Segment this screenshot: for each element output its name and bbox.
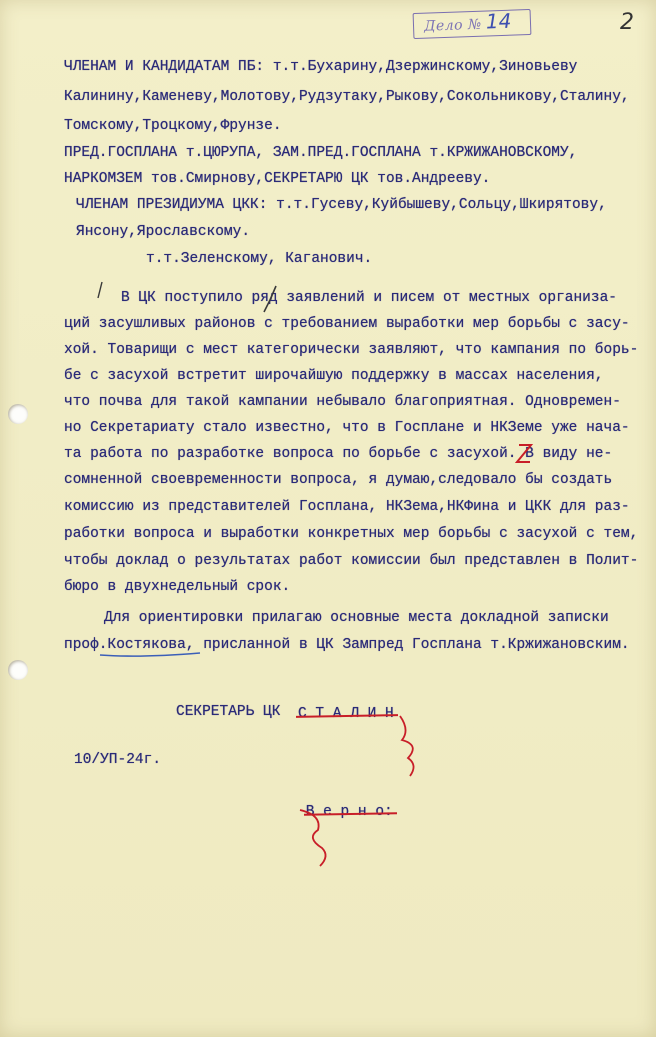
body-line: В ЦК поступило ряд заявлений и писем от местных организа- [121, 290, 617, 306]
body-line: Для ориентировки прилагаю основные места докладной записки [104, 610, 609, 626]
addressee-line: ЧЛЕНАМ ПРЕЗИДИУМА ЦКК: т.т.Гусеву,Куйбышеву,Сольцу,Шкирятову, [76, 197, 607, 213]
punch-hole-top [8, 404, 28, 424]
body-line: бе с засухой встретит широчайшую поддержку в массах населения, [64, 368, 604, 384]
addressee-line: Томскому,Троцкому,Фрунзе. [64, 118, 282, 134]
addressee-line: т.т.Зеленскому, Каганович. [146, 251, 373, 267]
body-line: работки вопроса и выработки конкретных мер борьбы с засухой с тем, [64, 526, 639, 542]
signature-name: С Т А Л И Н [298, 706, 394, 722]
addressee-line: НАРКОМЗЕМ тов.Смирнову,СЕКРЕТАРЮ ЦК тов.Андрееву. [64, 171, 491, 187]
addressee-line: Калинину,Каменеву,Молотову,Рудзутаку,Рыкову,Сокольникову,Сталину, [64, 89, 630, 105]
body-line: чтобы доклад о результатах работ комиссии был представлен в Полит- [64, 553, 639, 569]
stamp-label: Дело № [423, 16, 483, 35]
body-line: комиссию из представителей Госплана, НКЗема,НКФина и ЦКК для раз- [64, 499, 630, 515]
body-line: сомненной своевременности вопроса, я думаю,следовало бы создать [64, 472, 613, 488]
certification-mark: В е р н о: [305, 804, 393, 820]
signature-title: СЕКРЕТАРЬ ЦК [176, 704, 281, 720]
addressee-line: Янсону,Ярославскому. [76, 224, 251, 240]
body-line: что почва для такой кампании небывало благоприятная. Одновремен- [64, 394, 621, 410]
archive-file-stamp [413, 9, 532, 39]
body-line: но Секретариату стало известно, что в Госплане и НКЗеме уже нача- [64, 420, 630, 436]
body-line: проф.Костякова, присланной в ЦК Зампред Госплана т.Кржижановским. [64, 637, 630, 653]
body-line: ций засушливых районов с требованием выработки мер борьбы с засу- [64, 316, 630, 332]
red-squiggle-signature [400, 716, 414, 776]
margin-pencil-mark [98, 282, 102, 298]
document-date: 10/УП-24г. [74, 752, 162, 768]
handwritten-page-number: 2 [620, 10, 634, 35]
addressee-line: ЧЛЕНАМ И КАНДИДАТАМ ПБ: т.т.Бухарину,Дзержинскому,Зиновьеву [64, 59, 578, 75]
blue-underline [100, 653, 200, 656]
body-line: та работа по разработке вопроса по борьбе с засухой. В виду не- [64, 446, 613, 462]
body-line: бюро в двухнедельный срок. [64, 579, 291, 595]
body-line: хой. Товарищи с мест категорически заявляют, что кампания по борь- [64, 342, 639, 358]
addressee-line: ПРЕД.ГОСПЛАНА т.ЦЮРУПА, ЗАМ.ПРЕД.ГОСПЛАНА т.КРЖИЖАНОВСКОМУ, [64, 145, 578, 161]
punch-hole-bottom [8, 660, 28, 680]
stamp-file-number: 14 [485, 8, 512, 34]
